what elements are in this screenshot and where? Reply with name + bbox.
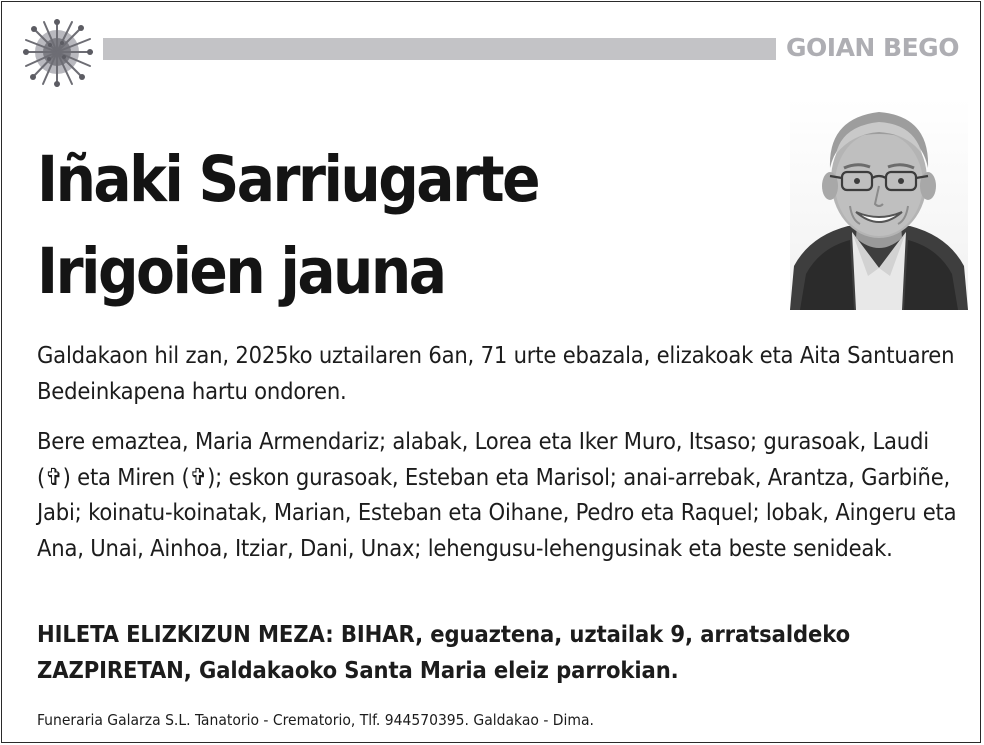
flower-icon (14, 12, 100, 92)
deceased-name (37, 134, 737, 318)
name-line-2: Irigoien jauna (37, 235, 445, 308)
name-line-1: Iñaki Sarriugarte (37, 143, 539, 216)
header-bar (103, 38, 776, 60)
portrait-photo (790, 98, 968, 310)
family-paragraph: Bere emaztea, Maria Armendariz; alabak, Lorea eta Iker Muro, Itsaso; gurasoak, Laudi (✞) eta Miren (✞); eskon gurasoak, Esteban eta Marisol; anai-arrebak, Arantza, Garbiñe, Jabi; koinatu-koinatak, Marian, Esteban eta Oihane, Pedro eta Raquel; lobak, Aingeru eta Ana, Unai, Ainhoa, Itziar, Dani, Unax; lehengusu-lehengusinak eta beste senideak. (37, 427, 957, 562)
header-label: GOIAN BEGO (786, 33, 959, 62)
funeral-home-footer: Funeraria Galarza S.L. Tanatorio - Crematorio, Tlf. 944570395. Galdakao - Dima. (37, 711, 594, 729)
death-paragraph: Galdakaon hil zan, 2025ko uztailaren 6an, 71 urte ebazala, elizakoak eta Aita Santuaren Bedeinkapena hartu ondoren. (37, 341, 955, 405)
funeral-paragraph: HILETA ELIZKIZUN MEZA: BIHAR, eguaztena, uztailak 9, arratsaldeko ZAZPIRETAN, Galdakaoko Santa Maria eleiz parrokian. (37, 620, 851, 684)
